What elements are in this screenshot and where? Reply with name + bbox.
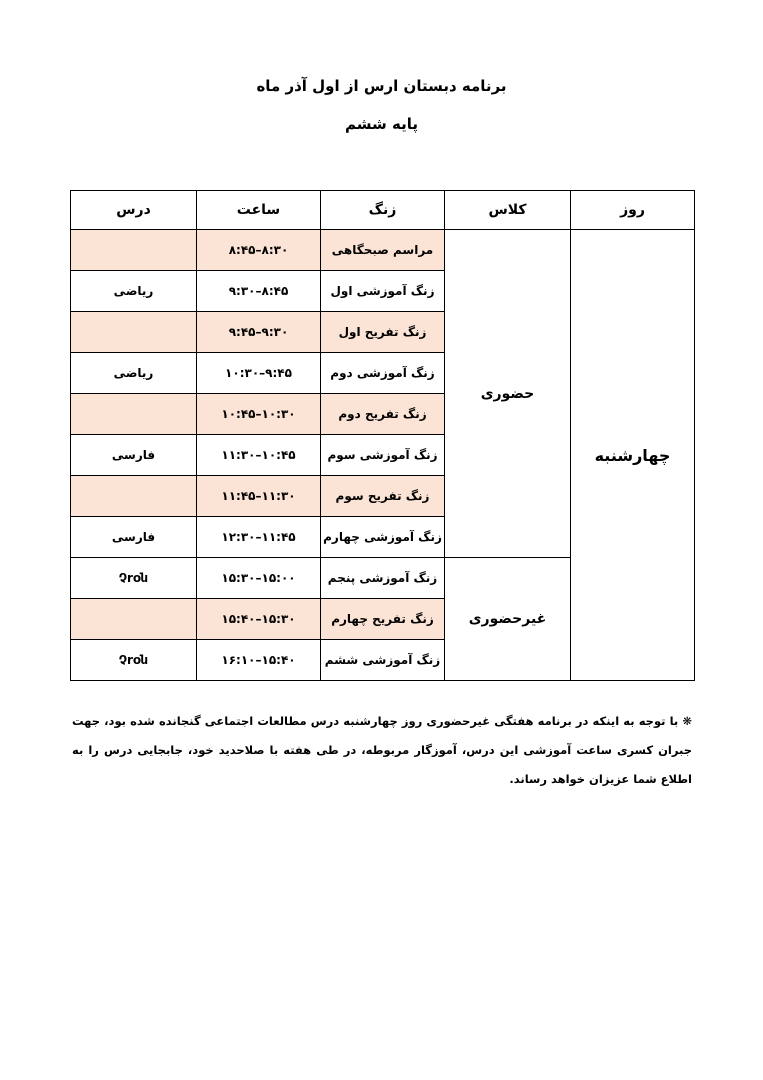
bell-cell: زنگ آموزشی دوم <box>321 353 445 394</box>
lesson-cell: فارسی <box>71 435 197 476</box>
page-subtitle: پایه ششم <box>345 115 418 133</box>
bell-cell: زنگ آموزشی اول <box>321 271 445 312</box>
time-cell: ۱۵:۰۰–۱۵:۳۰ <box>197 558 321 599</box>
class-cell-online: غیرحضوری <box>445 558 571 681</box>
header-class: کلاس <box>445 191 571 230</box>
bell-cell: زنگ تفریح اول <box>321 312 445 353</box>
page-title: برنامه دبستان ارس از اول آذر ماه <box>256 77 507 95</box>
lesson-cell <box>71 476 197 517</box>
table-header-row <box>71 191 695 230</box>
lesson-cell <box>71 230 197 271</box>
table-row <box>71 230 695 271</box>
bell-cell: زنگ تفریح سوم <box>321 476 445 517</box>
bell-cell: زنگ تفریح دوم <box>321 394 445 435</box>
bell-cell: زنگ تفریح چهارم <box>321 599 445 640</box>
bell-cell: زنگ آموزشی ششم <box>321 640 445 681</box>
time-cell: ۱۰:۳۰–۱۰:۴۵ <box>197 394 321 435</box>
time-cell: ۱۰:۴۵–۱۱:۳۰ <box>197 435 321 476</box>
class-cell-in-person: حضوری <box>445 230 571 558</box>
time-cell: ۱۱:۳۰–۱۱:۴۵ <box>197 476 321 517</box>
lesson-cell <box>71 312 197 353</box>
header-bell: زنگ <box>321 191 445 230</box>
day-cell: چهارشنبه <box>571 230 695 681</box>
time-cell: ۹:۳۰–۹:۴۵ <box>197 312 321 353</box>
lesson-cell: فارسی <box>71 517 197 558</box>
time-cell: ۸:۳۰–۸:۴۵ <box>197 230 321 271</box>
time-cell: ۱۱:۴۵–۱۲:۳۰ <box>197 517 321 558</box>
lesson-cell: ریاضی <box>71 271 197 312</box>
lesson-cell: Չrօն <box>71 640 197 681</box>
schedule-table <box>70 190 695 681</box>
header-day: روز <box>571 191 695 230</box>
time-cell: ۹:۴۵–۱۰:۳۰ <box>197 353 321 394</box>
bell-cell: زنگ آموزشی پنجم <box>321 558 445 599</box>
time-cell: ۱۵:۳۰–۱۵:۴۰ <box>197 599 321 640</box>
lesson-cell: Չrօն <box>71 558 197 599</box>
header-lesson: درس <box>71 191 197 230</box>
bell-cell: مراسم صبحگاهی <box>321 230 445 271</box>
lesson-cell <box>71 599 197 640</box>
footnote: ❋ با توجه به اینکه در برنامه هفتگی غیرحضوری روز چهارشنبه درس مطالعات اجتماعی گنجانده شده بود، جهت جبران کسری ساعت آموزشی این درس، آموزگار مربوطه، در طی هفته با صلاحدید خود، جابجایی درس را به اطلاع شما عزیزان خواهد رساند. <box>72 714 692 786</box>
bell-cell: زنگ آموزشی چهارم <box>321 517 445 558</box>
bell-cell: زنگ آموزشی سوم <box>321 435 445 476</box>
lesson-cell <box>71 394 197 435</box>
time-cell: ۸:۴۵–۹:۳۰ <box>197 271 321 312</box>
time-cell: ۱۵:۴۰–۱۶:۱۰ <box>197 640 321 681</box>
lesson-cell: ریاضی <box>71 353 197 394</box>
header-time: ساعت <box>197 191 321 230</box>
